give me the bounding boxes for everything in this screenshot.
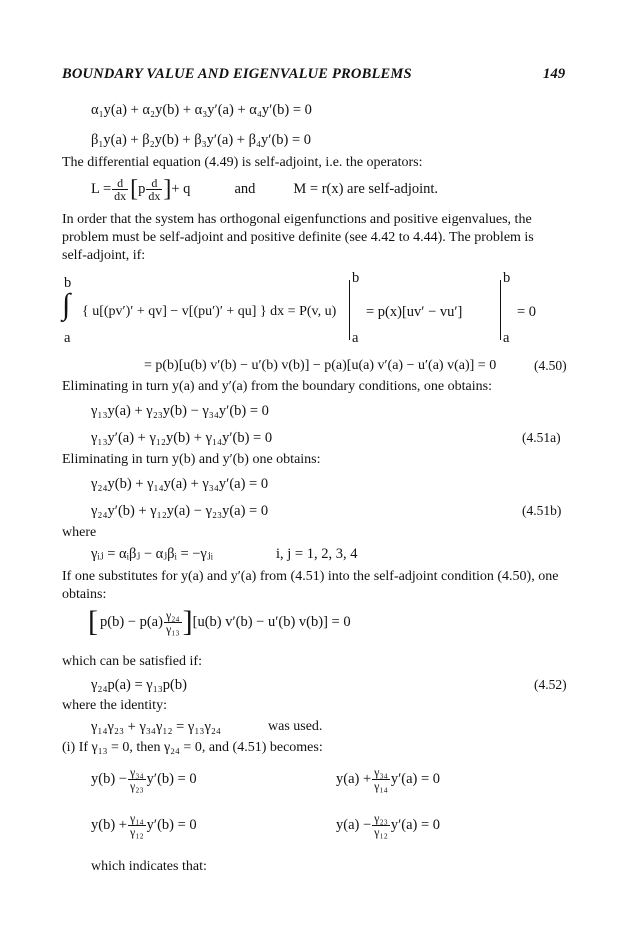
page-number: 149 (543, 66, 566, 82)
fraction-denominator: γ₂₃ (129, 778, 144, 793)
integral-lower-limit: a (64, 330, 71, 346)
case-eq-3-left: y(b) + (91, 816, 127, 833)
gamma-ratio-fraction (164, 609, 182, 635)
where-label-1: where (62, 525, 97, 540)
left-bracket: [ (130, 176, 139, 202)
integral-sign: ∫ (62, 288, 71, 321)
paragraph-which-indicates: which indicates that: (91, 859, 207, 874)
fraction-numerator: d (146, 177, 162, 191)
sub-left-term: p(b) − p(a) (100, 613, 163, 630)
case-eq-1-right: y′(b) = 0 (146, 770, 197, 787)
big-left-bracket: [ (88, 605, 98, 638)
gamma-index-range: i, j = 1, 2, 3, 4 (276, 546, 358, 562)
gamma-definition: γᵢⱼ = αᵢβⱼ − αⱼβᵢ = −γⱼᵢ (91, 546, 214, 562)
equation-4-51a-line1: γ₁₃y(a) + γ₂₃y(b) − γ₃₄y′(b) = 0 (91, 403, 269, 419)
evaluation-bar-1 (349, 280, 350, 340)
fraction-denominator: γ₁₃ (165, 621, 180, 636)
fraction-numerator: γ₃₄ (129, 765, 144, 779)
paragraph-orthogonal-1: In order that the system has orthogonal eigenfunctions and positive eigenvalues, the (62, 212, 532, 227)
equation-4-52: γ₂₄p(a) = γ₁₃p(b) (91, 677, 187, 693)
operator-p: p (138, 181, 146, 198)
case-eq-4-fraction (372, 812, 390, 838)
big-right-bracket: ] (182, 605, 193, 638)
paragraph-orthogonal-3: self-adjoint, if: (62, 248, 146, 263)
operator-m: M = r(x) are self-adjoint. (293, 181, 439, 198)
paragraph-eliminating-b: Eliminating in turn y(b) and y′(b) one obtains: (62, 452, 321, 467)
right-bracket: ] (163, 176, 172, 202)
equation-tag-4-51b: (4.51b) (522, 503, 562, 518)
case-eq-1-left: y(b) − (91, 770, 127, 787)
case-eq-3-fraction (128, 812, 146, 838)
integral-upper-limit: b (64, 275, 72, 291)
fraction-numerator: γ₃₄ (374, 765, 388, 779)
fraction-numerator: γ₁₄ (129, 811, 144, 825)
fraction-denominator: dx (114, 189, 127, 204)
identity-was-used: was used. (268, 719, 323, 734)
case-i-statement: (i) If γ₁₃ = 0, then γ₂₄ = 0, and (4.51) becomes: (62, 740, 323, 755)
gamma-identity: γ₁₄γ₂₃ + γ₃₄γ₁₂ = γ₁₃γ₂₄ (91, 719, 221, 735)
eval-lower-a: a (352, 330, 359, 346)
paragraph-satisfied-if: which can be satisfied if: (62, 654, 202, 669)
equation-substituted (88, 607, 351, 637)
case-eq-2-right: y′(a) = 0 (390, 770, 441, 787)
case-eq-2-fraction (372, 766, 390, 792)
paragraph-substitute-2: obtains: (62, 587, 107, 602)
case-eq-2 (336, 766, 440, 792)
eval-lower-a-2: a (503, 330, 510, 346)
fraction-denominator: γ₁₂ (374, 824, 388, 839)
equation-tag-4-52: (4.52) (534, 677, 567, 692)
equation-tag-4-50: (4.50) (534, 358, 567, 373)
fraction-numerator: d (112, 177, 128, 191)
case-eq-3-right: y′(b) = 0 (146, 816, 197, 833)
case-eq-3 (91, 812, 197, 838)
fraction-numerator: γ₂₃ (374, 811, 388, 825)
running-header-title: BOUNDARY VALUE AND EIGENVALUE PROBLEMS (62, 66, 412, 82)
fraction-denominator: dx (148, 189, 161, 204)
integral-end: = 0 (517, 304, 537, 320)
operator-definitions (91, 176, 438, 204)
fraction-denominator: γ₁₄ (374, 778, 388, 793)
paragraph-eliminating-a: Eliminating in turn y(a) and y′(a) from the boundary conditions, one obtains: (62, 379, 492, 394)
case-eq-1 (91, 766, 197, 792)
integral-body: { u[(pv′)′ + qv] − v[(pu′)′ + qu] } dx = P(v, u) (82, 304, 337, 319)
fraction-numerator: γ₂₄ (165, 607, 180, 622)
d-dx-fraction-inner (146, 177, 162, 203)
equation-4-51a-line2: γ₁₃y′(a) + γ₁₂y(b) + γ₁₄y′(b) = 0 (91, 430, 273, 446)
equation-tag-4-51a: (4.51a) (522, 430, 561, 445)
operator-and: and (234, 181, 256, 198)
operator-l-prefix: L = (91, 181, 112, 198)
integral-mid-term: = p(x)[uv′ − vu′] (366, 304, 463, 320)
case-eq-2-left: y(a) + (336, 770, 372, 787)
paragraph-self-adjoint-operators: The differential equation (4.49) is self-adjoint, i.e. the operators: (62, 155, 423, 170)
operator-l-suffix: + q (171, 181, 191, 198)
paragraph-substitute-1: If one substitutes for y(a) and y′(a) from (4.51) into the self-adjoint condition (4.50), one (62, 569, 559, 584)
boundary-condition-alpha: α₁y(a) + α₂y(b) + α₃y′(a) + α₄y′(b) = 0 (91, 102, 312, 118)
eval-upper-b: b (352, 270, 360, 286)
paragraph-orthogonal-2: problem must be self-adjoint and positive definite (see 4.42 to 4.44). The problem is (62, 230, 534, 245)
equation-4-50: = p(b)[u(b) v′(b) − u′(b) v(b)] − p(a)[u(a) v′(a) − u′(a) v(a)] = 0 (144, 358, 497, 373)
equation-4-51b-line2: γ₂₄y′(b) + γ₁₂y(a) − γ₂₃y(a) = 0 (91, 503, 269, 519)
case-eq-4 (336, 812, 440, 838)
boundary-condition-beta: β₁y(a) + β₂y(b) + β₃y′(a) + β₄y′(b) = 0 (91, 132, 312, 148)
where-identity-label: where the identity: (62, 698, 167, 713)
evaluation-bar-2 (500, 280, 501, 340)
fraction-denominator: γ₁₂ (129, 824, 144, 839)
equation-4-51b-line1: γ₂₄y(b) + γ₁₄y(a) + γ₃₄y′(a) = 0 (91, 476, 269, 492)
case-eq-1-fraction (128, 766, 146, 792)
case-eq-4-right: y′(a) = 0 (390, 816, 441, 833)
case-eq-4-left: y(a) − (336, 816, 372, 833)
sub-right-term: [u(b) v′(b) − u′(b) v(b)] = 0 (192, 613, 351, 630)
d-dx-fraction (112, 177, 128, 203)
eval-upper-b-2: b (503, 270, 511, 286)
